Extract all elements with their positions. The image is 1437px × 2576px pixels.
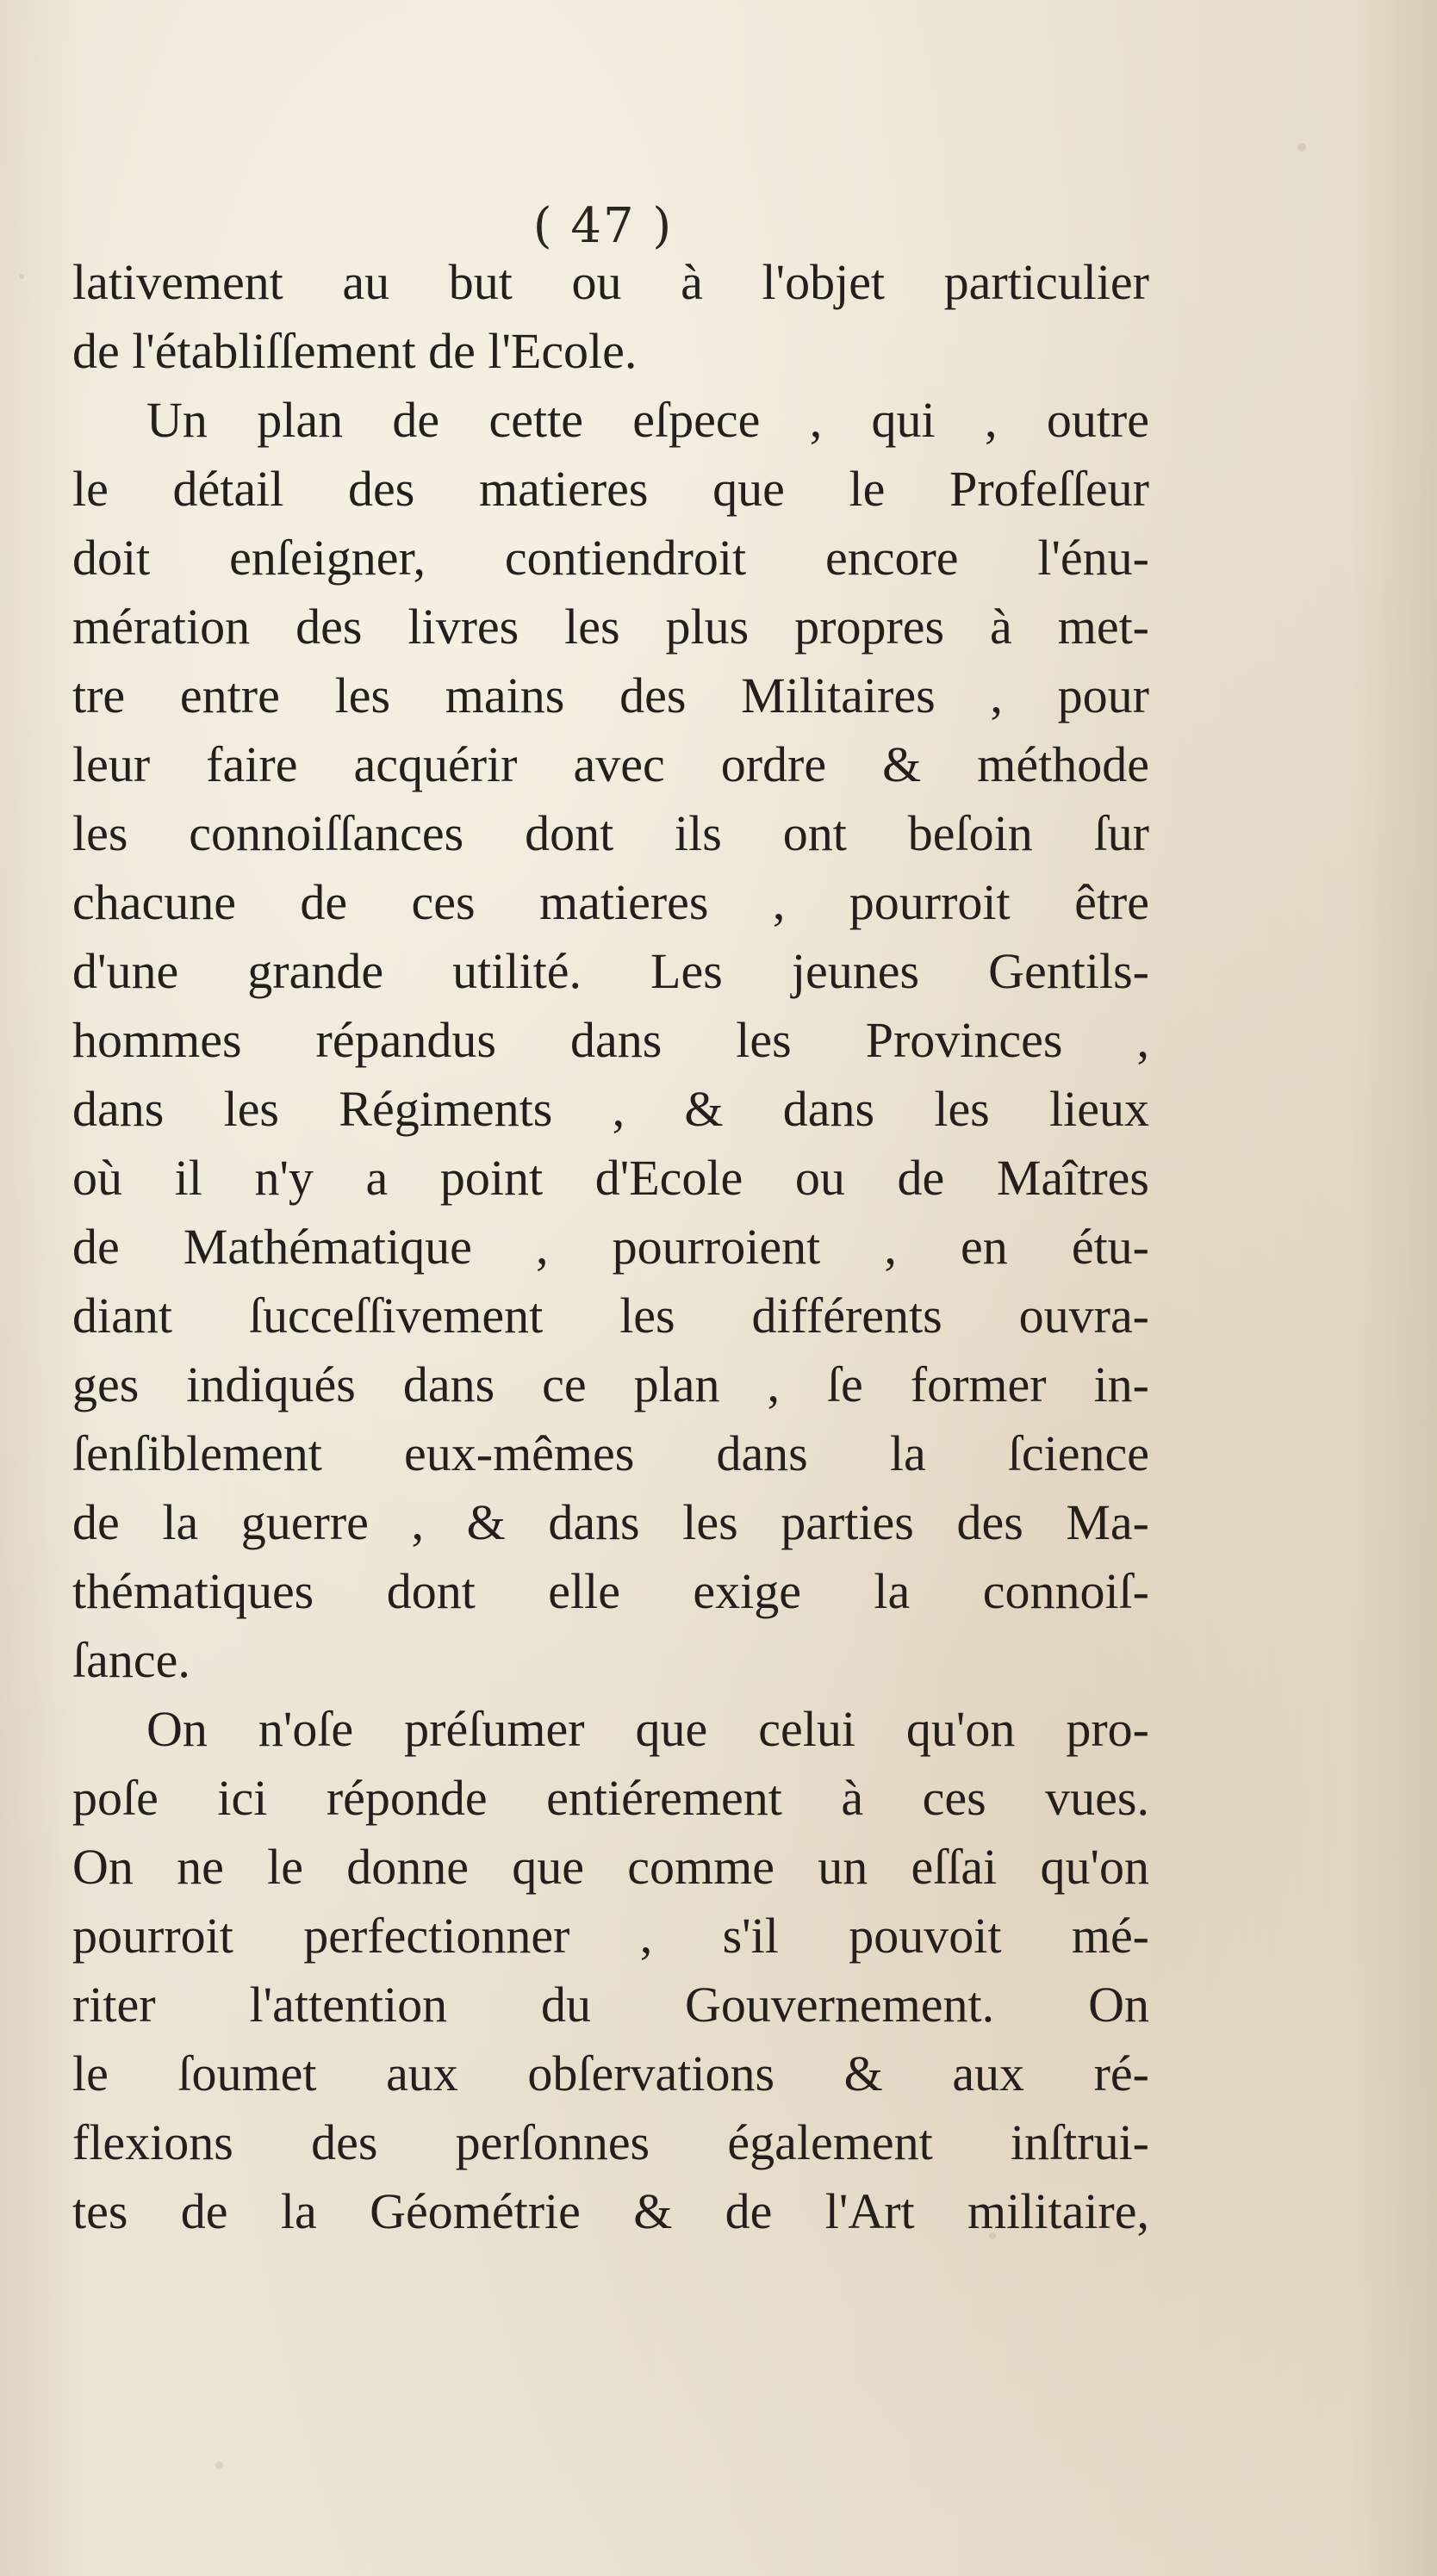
text-line: pourroit perfectionner , s'il pouvoit mé-: [72, 1908, 1149, 1964]
text-line: tes de la Géométrie & de l'Art militaire,: [72, 2183, 1149, 2239]
text-line: Un plan de cette eſpece , qui , outre: [146, 392, 1149, 448]
text-line: lativement au but ou à l'objet particulier: [72, 254, 1149, 310]
text-line: thématiques dont elle exige la connoiſ-: [72, 1563, 1149, 1619]
text-line: les connoiſſances dont ils ont beſoin ſur: [72, 805, 1149, 861]
text-line: ſenſiblement eux-mêmes dans la ſcience: [72, 1425, 1149, 1481]
text-line: diant ſucceſſivement les différents ouvra-: [72, 1288, 1149, 1344]
page-number: ( 47 ): [532, 198, 674, 254]
paper-stain: [215, 2461, 223, 2469]
text-line: mération des livres les plus propres à met-: [72, 599, 1149, 655]
text-line: d'une grande utilité. Les jeunes Gentils-: [72, 943, 1149, 999]
text-line: le ſoumet aux obſervations & aux ré-: [72, 2045, 1149, 2101]
paragraph: [72, 386, 1149, 1695]
text-line: dans les Régiments , & dans les lieux: [72, 1081, 1149, 1137]
text-line: doit enſeigner, contiendroit encore l'énu-: [72, 530, 1149, 586]
text-line: tre entre les mains des Militaires , pour: [72, 667, 1149, 723]
text-line: le détail des matieres que le Profeſſeur: [72, 461, 1149, 517]
text-line: ſance.: [72, 1632, 190, 1688]
text-line: de l'établiſſement de l'Ecole.: [72, 323, 638, 379]
text-line: On n'oſe préſumer que celui qu'on pro-: [146, 1701, 1149, 1757]
text-line: hommes répandus dans les Provinces ,: [72, 1012, 1149, 1068]
paragraph: [72, 248, 1149, 386]
text-line: poſe ici réponde entiérement à ces vues.: [72, 1770, 1149, 1826]
text-line: où il n'y a point d'Ecole ou de Maîtres: [72, 1150, 1149, 1206]
text-line: flexions des perſonnes également inſtrui-: [72, 2114, 1149, 2170]
body-text: [72, 248, 1149, 2246]
text-line: chacune de ces matieres , pourroit être: [72, 874, 1149, 930]
text-line: de la guerre , & dans les parties des Ma-: [72, 1494, 1149, 1550]
text-line: On ne le donne que comme un eſſai qu'on: [72, 1839, 1149, 1895]
paper-stain: [1297, 143, 1306, 152]
paragraph: [72, 1695, 1149, 2246]
text-line: de Mathématique , pourroient , en étu-: [72, 1219, 1149, 1275]
paper-stain: [19, 274, 24, 279]
text-line: leur faire acquérir avec ordre & méthode: [72, 736, 1149, 792]
text-line: ges indiqués dans ce plan , ſe former in-: [72, 1356, 1149, 1412]
text-line: riter l'attention du Gouvernement. On: [72, 1977, 1149, 2033]
